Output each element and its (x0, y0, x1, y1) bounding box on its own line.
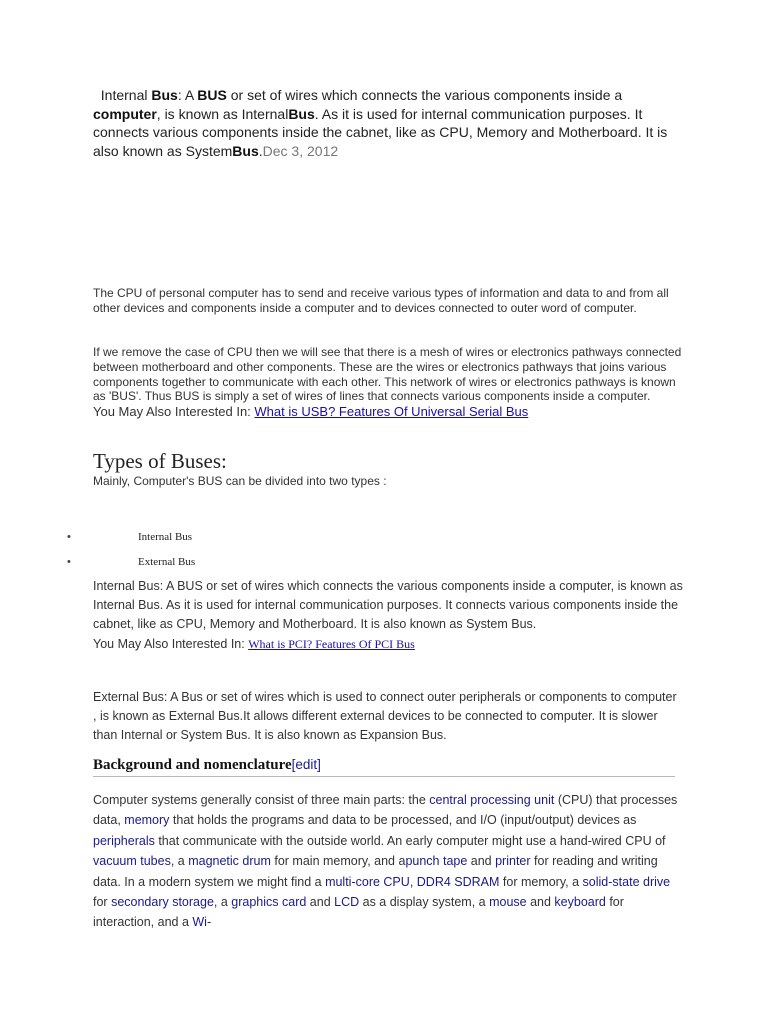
pci-link[interactable]: What is PCI? Features Of PCI Bus (248, 636, 415, 651)
magnetic-drum-wiki-link[interactable]: magnetic drum (188, 854, 271, 869)
bg-text: , a (213, 895, 232, 910)
cpu-wiki-link[interactable]: central processing unit (429, 793, 555, 807)
intro-bold: Bus (232, 142, 259, 159)
background-paragraph (93, 790, 683, 933)
background-heading-text: Background and nomenclature (93, 757, 292, 773)
wifi-wiki-link[interactable]: Wi- (192, 915, 212, 930)
edit-link[interactable]: [edit] (291, 757, 321, 772)
ssd-wiki-link[interactable]: solid-state drive (582, 874, 671, 889)
internal-bus-paragraph (93, 577, 683, 654)
bus-mesh-paragraph (93, 345, 683, 420)
types-subheading: Mainly, Computer's BUS can be divided into two types : (93, 474, 387, 488)
heading-divider (93, 776, 675, 777)
bg-text: , a (170, 854, 189, 869)
secondary-storage-wiki-link[interactable]: secondary storage (111, 895, 214, 910)
intro-text: or set of wires which connects the various components inside a (226, 87, 623, 103)
intro-text: . As it is used for internal communication purposes. It connects various components inside the cabnet, like as CPU, Memory and Motherboard. It is also known as System (93, 105, 668, 159)
ddr4-wiki-link[interactable]: DDR4 SDRAM (416, 874, 500, 889)
intro-text: . (258, 142, 263, 159)
bg-text: for (93, 895, 112, 910)
bg-text: and (306, 895, 335, 910)
bg-text: for reading and writing data. In a modern system we might find a (93, 854, 658, 889)
also-interested-prefix: You May Also Interested In: (93, 636, 249, 651)
intro-bold: Bus (151, 87, 178, 103)
keyboard-wiki-link[interactable]: keyboard (554, 895, 606, 910)
intro-bold: BUS (197, 87, 227, 103)
printer-wiki-link[interactable]: printer (495, 854, 531, 869)
bullet-marker: • (67, 531, 71, 543)
bus-mesh-text: If we remove the case of CPU then we will see that there is a mesh of wires or electronics pathways connected between motherboard and other components. These are the wires or electronics pathways that joins various components together to communicate with each other. This network of wires or electronics pathways is known as 'BUS'. Thus BUS is simply a set of wires of lines that connects various components inside a computer. (93, 345, 682, 404)
bg-text: , (409, 874, 417, 889)
bg-text: that holds the programs and data to be processed, and I/O (input/output) devices as (169, 813, 637, 828)
bg-text: as a display system, a (359, 895, 490, 910)
types-heading: Types of Buses: (93, 449, 227, 473)
also-interested-prefix: You May Also Interested In: (93, 404, 255, 420)
intro-bold: Bus (288, 105, 315, 122)
lcd-wiki-link[interactable]: LCD (334, 895, 360, 910)
bg-text: for main memory, and a (270, 854, 406, 869)
background-heading (93, 757, 321, 774)
bullet-marker: • (67, 556, 71, 568)
bg-text: that communicate with the outside world. An early computer might use a hand-wired CPU of (154, 833, 666, 848)
intro-text: , is known as Internal (156, 105, 289, 122)
punch-tape-wiki-link[interactable]: punch tape (405, 854, 468, 869)
intro-bold: computer (93, 105, 157, 122)
bg-text: (CPU) that processes data, (93, 793, 678, 828)
bg-text: and (467, 854, 496, 869)
internal-bus-text: Internal Bus: A BUS or set of wires which connects the various components inside a computer, is known as Internal Bus. As it is used for internal communication purposes. It connects various components inside the cabnet, like as CPU, Memory and Motherboard. It is also known as System Bus. (93, 579, 683, 632)
usb-link[interactable]: What is USB? Features Of Universal Serial Bus (254, 404, 529, 420)
intro-text: Internal (100, 87, 152, 103)
vacuum-tubes-wiki-link[interactable]: vacuum tubes (93, 854, 171, 869)
memory-wiki-link[interactable]: memory (124, 813, 170, 828)
cpu-paragraph: The CPU of personal computer has to send and receive various types of information and data to and from all other devices and components inside a computer and to devices connected to outer word of computer. (93, 286, 669, 315)
graphics-card-wiki-link[interactable]: graphics card (231, 895, 307, 910)
bg-text: for memory, a (499, 874, 583, 889)
list-item-internal-bus: Internal Bus (138, 531, 193, 543)
bg-text: for interaction, and a (93, 895, 624, 930)
list-item-external-bus: External Bus (138, 556, 196, 568)
mouse-wiki-link[interactable]: mouse (489, 895, 527, 910)
bg-text: Computer systems generally consist of three main parts: the (93, 793, 430, 807)
multi-core-wiki-link[interactable]: multi-core CPU (325, 874, 410, 889)
intro-paragraph (93, 86, 683, 160)
intro-text: : A (177, 87, 198, 103)
external-bus-paragraph: External Bus: A Bus or set of wires which is used to connect outer peripherals or components to computer , is known as External Bus.It allows different external devices to be connected to computer. It is slower than Internal or System Bus. It is also known as Expansion Bus. (93, 690, 677, 743)
peripherals-wiki-link[interactable]: peripherals (93, 833, 155, 848)
bg-text: and (526, 895, 555, 910)
intro-date: Dec 3, 2012 (262, 142, 339, 159)
